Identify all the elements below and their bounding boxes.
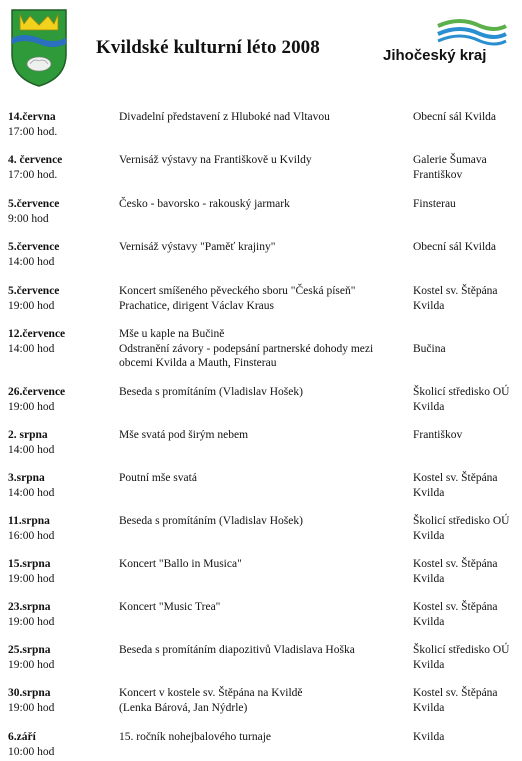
event-date: 4. července (8, 154, 63, 166)
event-venue: Bučina (413, 342, 446, 355)
event-venue: Kvilda (413, 701, 445, 714)
event-venue: Finsterau (413, 198, 456, 210)
event-date: 25.srpna (8, 644, 51, 656)
event-time: 14:00 hod (8, 486, 55, 499)
event-description: Mše u kaple na Bučině (119, 328, 225, 340)
event-venue: Kostel sv. Štěpána (413, 285, 498, 297)
event-venue: Kvilda (413, 658, 445, 671)
event-venue: Kvilda (413, 486, 445, 499)
event-description: Koncert smíšeného pěveckého sboru "Česká píseň" (119, 285, 356, 297)
event-date: 2. srpna (8, 429, 48, 441)
event-venue: Kostel sv. Štěpána (413, 687, 498, 699)
event-time: 19:00 hod (8, 701, 55, 714)
coat-of-arms-icon (10, 8, 68, 88)
event-venue: Kostel sv. Štěpána (413, 558, 498, 570)
event-venue: Kvilda (413, 400, 445, 413)
event-date: 15.srpna (8, 558, 51, 570)
event-venue: Kvilda (413, 615, 445, 628)
event-time: 17:00 hod. (8, 125, 58, 138)
event-description: obcemi Kvilda a Mauth, Finsterau (119, 357, 277, 369)
event-date: 6.září (8, 731, 36, 743)
event-venue: Kostel sv. Štěpána (413, 472, 498, 484)
event-time: 19:00 hod (8, 400, 55, 413)
event-description: Beseda s promítáním diapozitivů Vladislava Hoška (119, 644, 355, 656)
event-venue: Galerie Šumava (413, 154, 487, 166)
event-date: 5.července (8, 285, 60, 297)
event-description: Mše svatá pod širým nebem (119, 429, 249, 441)
event-venue: Školicí středisko OÚ (413, 644, 510, 656)
event-time: 17:00 hod. (8, 168, 58, 181)
event-date: 12.července (8, 328, 66, 340)
region-logo-icon (380, 18, 510, 74)
event-description: Beseda s promítáním (Vladislav Hošek) (119, 386, 303, 398)
event-venue: Kostel sv. Štěpána (413, 601, 498, 613)
event-time: 16:00 hod (8, 529, 55, 542)
event-time: 14:00 hod (8, 255, 55, 268)
event-date: 3.srpna (8, 472, 45, 484)
event-venue: Kvilda (413, 529, 445, 542)
region-logo-text: Jihočeský kraj (383, 47, 487, 64)
event-description: Beseda s promítáním (Vladislav Hošek) (119, 515, 303, 527)
event-time: 19:00 hod (8, 658, 55, 671)
event-venue: Školicí středisko OÚ (413, 515, 510, 527)
event-venue: Obecní sál Kvilda (413, 111, 497, 123)
event-venue: Obecní sál Kvilda (413, 241, 497, 253)
event-description: Odstranění závory - podepsání partnerské dohody mezi (119, 342, 374, 355)
event-venue: Kvilda (413, 299, 445, 312)
event-description: Prachatice, dirigent Václav Kraus (119, 299, 274, 312)
event-time: 19:00 hod (8, 299, 55, 312)
event-time: 14:00 hod (8, 443, 55, 456)
event-description: Koncert v kostele sv. Štěpána na Kvildě (119, 687, 303, 699)
event-date: 30.srpna (8, 687, 51, 699)
event-date: 11.srpna (8, 515, 50, 527)
event-date: 23.srpna (8, 601, 51, 613)
event-date: 5.července (8, 198, 60, 210)
event-description: Koncert "Music Trea" (119, 601, 221, 613)
event-description: Vernisáž výstavy na Františkově u Kvildy (119, 154, 312, 166)
page-title: Kvildské kulturní léto 2008 (96, 37, 320, 58)
event-description: (Lenka Bárová, Jan Nýdrle) (119, 701, 248, 714)
event-venue: Františkov (413, 168, 463, 181)
event-venue (413, 327, 518, 342)
event-description: Vernisáž výstavy "Paměť krajiny" (119, 241, 276, 253)
event-venue: Kvilda (413, 731, 445, 743)
event-time: 14:00 hod (8, 342, 55, 355)
event-description: Poutní mše svatá (119, 472, 197, 484)
event-venue: Kvilda (413, 572, 445, 585)
event-date: 26.července (8, 386, 66, 398)
event-description: Česko - bavorsko - rakouský jarmark (119, 198, 290, 210)
event-venue: Školicí středisko OÚ (413, 386, 510, 398)
event-time: 19:00 hod (8, 572, 55, 585)
event-time: 9:00 hod (8, 212, 49, 225)
event-date: 5.července (8, 241, 60, 253)
event-description: Divadelní představení z Hluboké nad Vltavou (119, 111, 330, 123)
event-venue: Františkov (413, 429, 463, 441)
event-time: 10:00 hod (8, 745, 55, 758)
event-description: 15. ročník nohejbalového turnaje (119, 731, 272, 743)
event-date: 14.června (8, 111, 56, 123)
event-time: 19:00 hod (8, 615, 55, 628)
event-description: Koncert "Ballo in Musica" (119, 558, 242, 570)
